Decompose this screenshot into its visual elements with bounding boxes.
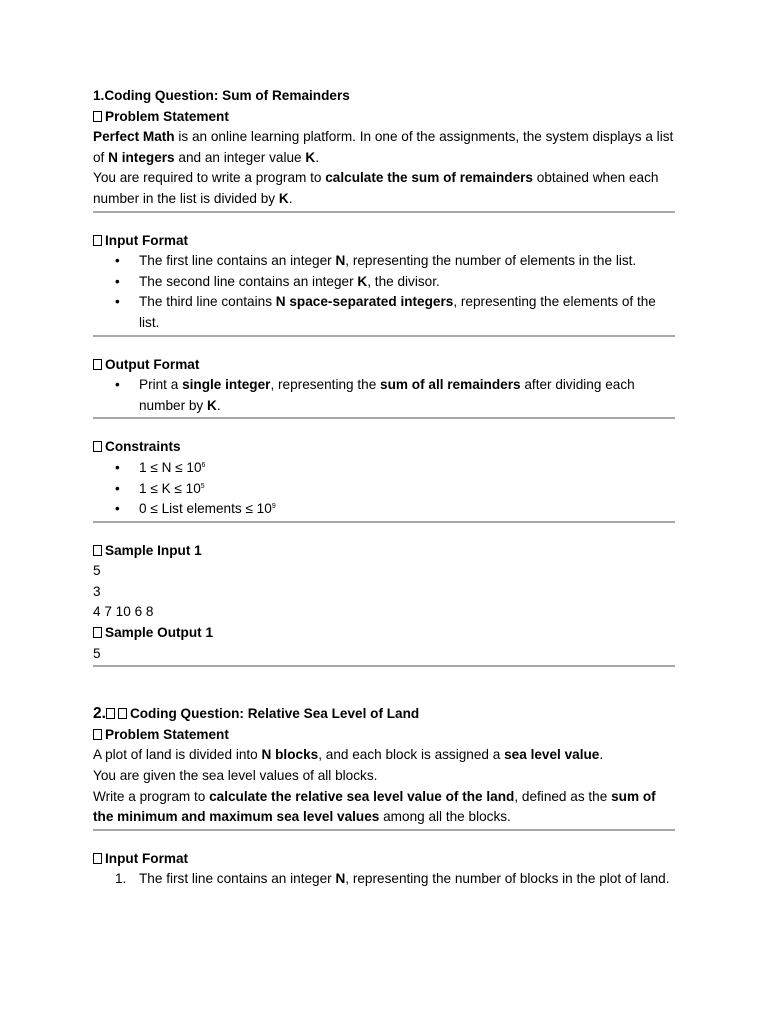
q2-input-list (93, 869, 675, 890)
q2-problem-p2: You are given the sea level values of all blocks. (93, 768, 378, 784)
missing-glyph-icon (93, 235, 102, 246)
sample-input-line: 5 (93, 563, 101, 579)
q2-title: 2. Coding Question: Relative Sea Level of Land (93, 705, 420, 723)
missing-glyph-icon (93, 359, 102, 370)
list-item: • 0 ≤ List elements ≤ $10^9$ (139, 499, 675, 520)
q1-problem-p2: You are required to write a program to calculate the sum of remainders obtained when each number in the list is divided by K. (93, 170, 659, 206)
missing-glyph-icon (93, 729, 102, 740)
q2-problem-p1: A plot of land is divided into N blocks, and each block is assigned a sea level value. (93, 747, 604, 763)
list-item: • The second line contains an integer K, the divisor. (139, 272, 675, 293)
divider (93, 417, 675, 419)
missing-glyph-icon (106, 708, 115, 719)
sample-input-line: 4 7 10 6 8 (93, 604, 154, 620)
list-item: • $1 \le K \le 10^5$ (139, 479, 675, 500)
q1-output-heading: Output Format (93, 355, 675, 376)
q1-sample-output-heading: Sample Output 1 (93, 623, 675, 644)
q1-input-heading: Input Format (93, 231, 675, 252)
q1-constraints-list (93, 458, 675, 520)
q1-constraints-heading: Constraints (93, 437, 675, 458)
list-item: • Print a single integer, representing the sum of all remainders after dividing each number by K. (139, 375, 675, 416)
missing-glyph-icon (93, 441, 102, 452)
q2-input-heading: Input Format (93, 849, 675, 870)
q1-input-list (93, 251, 675, 333)
q2-problem-p3: Write a program to calculate the relative sea level value of the land, defined as the sum of the minimum and maximum sea level values among all the blocks. (93, 788, 656, 825)
q1-problem-heading: Problem Statement (93, 107, 675, 128)
missing-glyph-icon (93, 853, 102, 864)
sample-output-line: 5 (93, 645, 101, 661)
q1-sample-input-heading: Sample Input 1 (93, 541, 675, 562)
sample-input-line: 3 (93, 583, 101, 599)
divider (93, 829, 675, 831)
q2-problem-heading: Problem Statement (93, 725, 675, 746)
q1-title: 1.Coding Question: Sum of Remainders (93, 88, 350, 103)
q1-problem-p1: Perfect Math is an online learning platform. In one of the assignments, the system displays a list of N integers and an integer value K. (93, 129, 674, 165)
missing-glyph-icon (93, 111, 102, 122)
divider (93, 521, 675, 523)
list-item: 1. The first line contains an integer N, representing the number of blocks in the plot of land. (139, 869, 675, 890)
list-item: • The first line contains an integer N, representing the number of elements in the list. (139, 251, 675, 272)
list-item: • The third line contains N space-separated integers, representing the elements of the list. (139, 292, 675, 333)
divider (93, 211, 675, 213)
missing-glyph-icon (93, 627, 102, 638)
missing-glyph-icon (118, 708, 127, 719)
document-content (93, 86, 675, 890)
q1-output-list (93, 375, 675, 416)
list-item: • $1 \le N \le 10^6$ (139, 458, 675, 479)
divider (93, 665, 675, 667)
divider (93, 335, 675, 337)
missing-glyph-icon (93, 545, 102, 556)
